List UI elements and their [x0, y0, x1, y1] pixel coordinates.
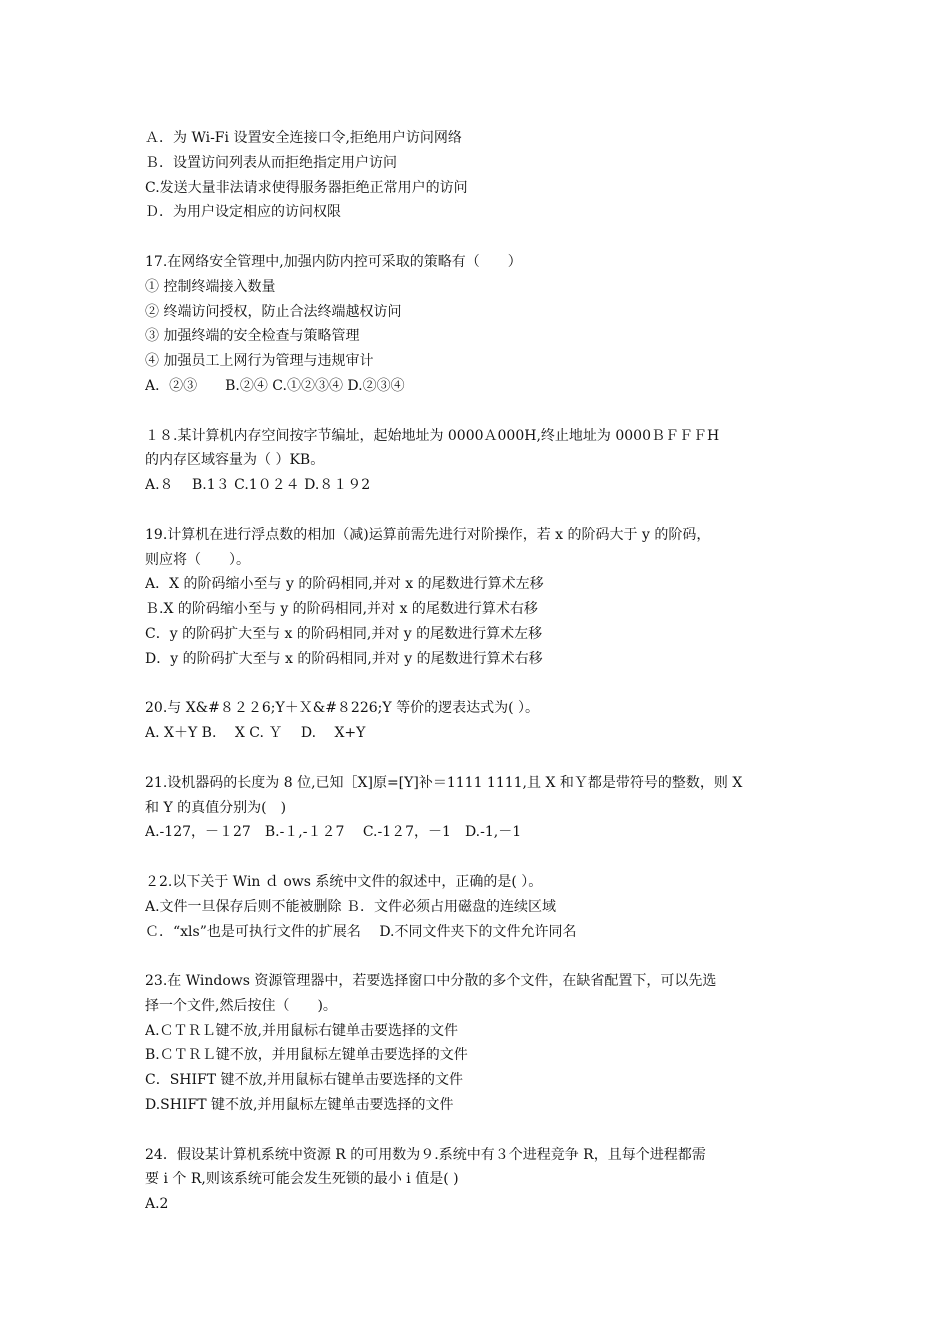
question-text-continued: 和 Y 的真值分别为( ): [145, 799, 287, 816]
option-d: D．y 的阶码扩大至与 x 的阶码相同,并对 y 的尾数进行算术右移: [145, 650, 543, 667]
question-22: [145, 870, 815, 944]
question-text: 21.设机器码的长度为 8 位,已知［X]原=[Y]补＝1111 1111,且 X 和Ｙ都是带符号的整数，则 X: [145, 774, 743, 791]
option-c: C．SHIFT 键不放,并用鼠标右键单击要选择的文件: [145, 1072, 463, 1089]
option-a: A.2: [145, 1196, 169, 1213]
question-18: [145, 424, 815, 498]
options-c-d: Ｃ．“xls”也是可执行文件的扩展名 D.不同文件夹下的文件允许同名: [145, 923, 577, 940]
question-text: 23.在 Windows 资源管理器中，若要选择窗口中分散的多个文件，在缺省配置下，可以先选: [145, 973, 717, 990]
option-c: C．y 的阶码扩大至与 x 的阶码相同,并对 y 的尾数进行算术左移: [145, 625, 543, 642]
statement-1: ① 控制终端接入数量: [145, 278, 276, 295]
option-d: D.SHIFT 键不放,并用鼠标左键单击要选择的文件: [145, 1097, 454, 1114]
question-text: ２2.以下关于 Win ｄ ows 系统中文件的叙述中，正确的是( ）。: [145, 873, 543, 890]
question-text-continued: 择一个文件,然后按住（ )。: [145, 997, 337, 1014]
options: A.８ B.1３ C.1０２４ D.８１９2: [145, 477, 371, 494]
option-b: Ｂ.X 的阶码缩小至与 y 的阶码相同,并对 x 的尾数进行算术右移: [145, 601, 538, 618]
question-16-options: [145, 126, 815, 225]
question-text: 19.计算机在进行浮点数的相加（减)运算前需先进行对阶操作，若 x 的阶码大于 y 的阶码，: [145, 526, 711, 543]
statement-4: ④ 加强员工上网行为管理与违规审计: [145, 353, 374, 370]
question-23: [145, 969, 815, 1118]
question-text: 17.在网络安全管理中,加强内防内控可采取的策略有（ ）: [145, 253, 522, 270]
options: A. X＋Y B. X C. Ｙ D. X+Y: [145, 725, 366, 742]
option-c: C.发送大量非法请求使得服务器拒绝正常用户的访问: [145, 179, 468, 196]
option-a: Ａ．为 Wi-Fi 设置安全连接口令,拒绝用户访问网络: [145, 130, 462, 146]
option-a: A.ＣＴＲＬ键不放,并用鼠标右键单击要选择的文件: [145, 1022, 459, 1039]
question-text: 20.与 X&#８２２6;Y＋Ｘ&#８226;Y 等价的逻表达式为( ）。: [145, 700, 539, 717]
question-text: １８.某计算机内存空间按字节编址，起始地址为 0000Ａ000H,终止地址为 0000ＢＦＦＦH: [145, 427, 720, 444]
option-d: Ｄ．为用户设定相应的访问权限: [145, 204, 341, 221]
option-a: A．X 的阶码缩小至与 y 的阶码相同,并对 x 的尾数进行算术左移: [145, 576, 544, 593]
statement-3: ③ 加强终端的安全检查与策略管理: [145, 328, 360, 345]
option-b: Ｂ．设置访问列表从而拒绝指定用户访问: [145, 154, 397, 171]
question-text: 24．假设某计算机系统中资源 R 的可用数为９.系统中有３个进程竞争 R，且每个进程都需: [145, 1146, 706, 1163]
question-20: [145, 696, 815, 746]
options: A.-127，－１27 B.-１,-１２7 C.-1２7，－1 D.-1,－1: [145, 824, 522, 841]
option-b: B.ＣＴＲＬ键不放，并用鼠标左键单击要选择的文件: [145, 1047, 468, 1064]
question-17: [145, 250, 815, 399]
question-24: [145, 1143, 815, 1217]
options: A．②③ B.②④ C.①②③④ D.②③④: [145, 377, 405, 394]
question-text-continued: 的内存区域容量为（ ）KB。: [145, 452, 325, 469]
question-text-continued: 要 i 个 R,则该系统可能会发生死锁的最小 i 值是( ): [145, 1171, 459, 1188]
document-page: [145, 126, 815, 1242]
question-19: [145, 523, 815, 672]
options-a-b: A.文件一旦保存后则不能被删除 Ｂ．文件必须占用磁盘的连续区域: [145, 898, 557, 915]
question-21: [145, 771, 815, 845]
statement-2: ② 终端访问授权，防止合法终端越权访问: [145, 303, 402, 320]
question-text-continued: 则应将（ ）。: [145, 551, 250, 568]
